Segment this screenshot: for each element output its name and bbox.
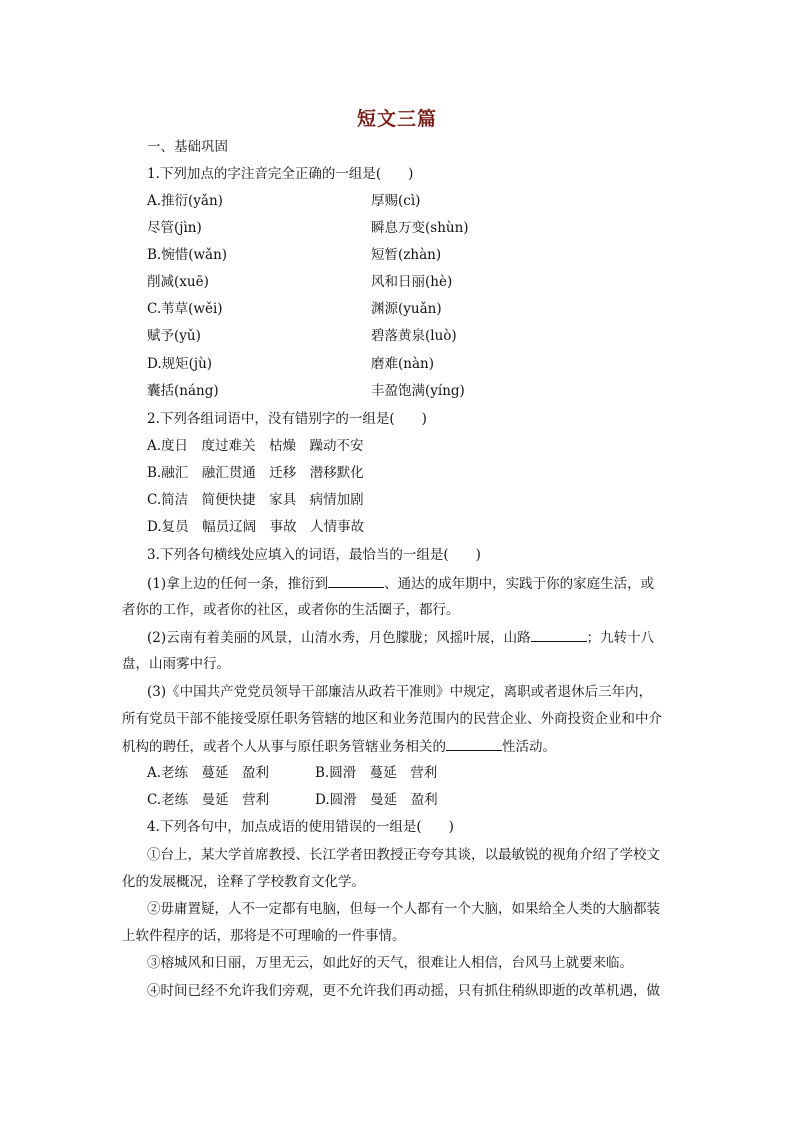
q1-option: B.惋惜(wǎn) [147, 247, 228, 263]
q4-stem: 4.下列各句中，加点成语的使用错误的一组是( ) [147, 819, 454, 835]
q3-option: D.圆滑 曼延 盈利 [315, 792, 438, 808]
answer-blank [531, 627, 587, 642]
q1-option: 丰盈饱满(yíng) [371, 383, 465, 399]
answer-blank [446, 736, 502, 751]
q1-option: 赋予(yǔ) [147, 328, 201, 344]
q1-option: 瞬息万变(shùn) [371, 220, 469, 236]
q3-sentence-1 [147, 573, 654, 594]
q2-option: B.融汇 融汇贯通 迁移 潜移默化 [147, 465, 364, 481]
q1-option: 厚赐(cì) [371, 193, 421, 209]
q3-text: 盘，山雨雾中行。 [122, 656, 230, 672]
q4-text: ②毋庸置疑，人不一定都有电脑，但每一个人都有一个大脑，如果给全人类的大脑都装 [147, 901, 660, 917]
q3-sentence-2 [147, 627, 654, 648]
q2-stem: 2.下列各组词语中，没有错别字的一组是( ) [147, 411, 427, 427]
q1-option: 渊源(yuǎn) [371, 301, 442, 317]
q1-option: 短暂(zhàn) [371, 247, 442, 263]
q4-text: ④时间已经不允许我们旁观，更不允许我们再动摇，只有抓住稍纵即逝的改革机遇，做 [147, 983, 660, 999]
q2-option: C.简洁 简便快捷 家具 病情加剧 [147, 492, 364, 508]
q1-option: 风和日丽(hè) [371, 274, 453, 290]
q1-option: 囊括(náng) [147, 383, 219, 399]
answer-blank [328, 573, 384, 588]
q4-text: 化的发展概况，诠释了学校教育文化学。 [122, 874, 365, 890]
q3-text: 所有党员干部不能接受原任职务管辖的地区和业务范围内的民营企业、外商投资企业和中介 [122, 711, 662, 727]
q3-text: 者你的工作，或者你的社区，或者你的生活圈子，都行。 [122, 602, 460, 618]
q3-text: ；九转十八 [586, 630, 655, 646]
q3-option: B.圆滑 蔓延 营利 [315, 765, 438, 781]
q3-option: C.老练 曼延 营利 [147, 792, 270, 808]
q3-text: (1)拿上边的任何一条，推衍到 [147, 576, 329, 592]
q3-text: 机构的聘任，或者个人从事与原任职务管辖业务相关的 [122, 739, 446, 755]
q3-text: 、通达的成年期中，实践于你的家庭生活，或 [384, 576, 655, 592]
q1-option: A.推衍(yǎn) [147, 193, 223, 209]
q4-text: ①台上，某大学首席教授、长江学者田教授正夸夸其谈，以最敏锐的视角介绍了学校文 [147, 847, 660, 863]
q3-text: (3)《中国共产党党员领导干部廉洁从政若干准则》中规定，离职或者退休后三年内， [147, 684, 653, 700]
q3-text: (2)云南有着美丽的风景，山清水秀，月色朦胧；风摇叶展，山路 [147, 630, 531, 646]
q1-option: D.规矩(jù) [147, 356, 213, 372]
q1-stem: 1.下列加点的字注音完全正确的一组是( ) [147, 166, 414, 182]
q3-option: A.老练 蔓延 盈利 [147, 765, 270, 781]
section-heading: 一、基础巩固 [147, 139, 228, 155]
q4-text: 上软件程序的话，那将是不可理喻的一件事情。 [122, 928, 406, 944]
q1-option: 尽管(jìn) [147, 220, 202, 236]
q2-option: D.复员 幅员辽阔 事故 人情事故 [147, 519, 365, 535]
q1-option: C.苇草(wěi) [147, 301, 223, 317]
page-title: 短文三篇 [356, 108, 437, 130]
q4-text: ③榕城风和日丽，万里无云，如此好的天气，很难让人相信，台风马上就要来临。 [147, 955, 633, 971]
q1-option: 削减(xuē) [147, 274, 209, 290]
q3-text: 性活动。 [502, 739, 556, 755]
q2-option: A.度日 度过难关 枯燥 躁动不安 [147, 438, 364, 454]
q1-option: 碧落黄泉(luò) [371, 328, 457, 344]
q1-option: 磨难(nàn) [371, 356, 434, 372]
q3-sentence-3 [122, 736, 556, 757]
q3-stem: 3.下列各句横线处应填入的词语，最恰当的一组是( ) [147, 547, 481, 563]
